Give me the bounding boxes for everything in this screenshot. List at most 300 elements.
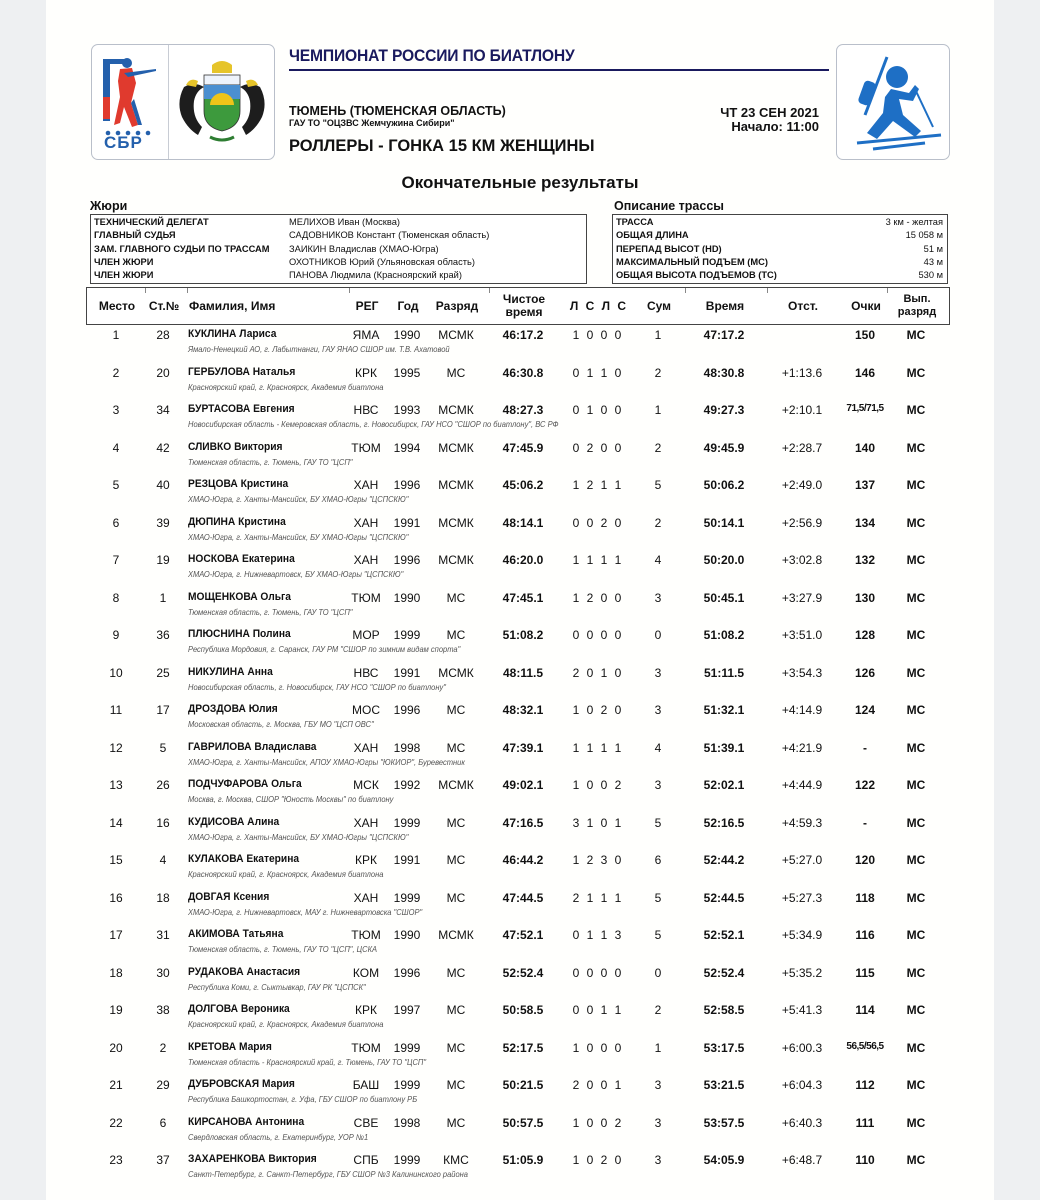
col-header-net-line2: время [505,305,543,319]
cell-year: 1990 [393,590,421,605]
jury-role: ТЕХНИЧЕСКИЙ ДЕЛЕГАТ [94,217,209,227]
cell-achieved-rank: МС [906,703,926,717]
cell-points: 140 [854,440,876,455]
cell-sum: 3 [654,1115,662,1130]
cell-club: ХМАО-Югра, г. Ханты-Мансийск, БУ ХМАО-Югры "ЦСПСКЮ" [188,532,409,542]
cell-net-time: 47:52.1 [502,928,544,942]
col-header-bib: Ст.№ [148,298,180,313]
cell-region: КОМ [352,965,380,980]
cell-name: КРЕТОВА Мария [188,1040,272,1053]
cell-net-time: 48:32.1 [502,703,544,717]
cell-sum: 2 [654,365,662,380]
jury-table [90,214,587,284]
jury-person: ОХОТНИКОВ Юрий (Ульяновская область) [289,256,475,267]
cell-bib: 29 [156,1078,170,1092]
cell-bib: 4 [159,853,167,867]
cell-net-time: 47:45.1 [502,590,544,605]
cell-club: Новосибирская область, г. Новосибирск, ГАУ НСО "СШОР по биатлону" [188,682,446,692]
cell-name: РЕЗЦОВА Кристина [188,478,289,490]
cell-net-time: 51:05.9 [502,1153,544,1167]
cell-year: 1990 [393,328,421,342]
cell-name: ДУБРОВСКАЯ Мария [188,1078,295,1090]
track-value: 43 м [923,256,943,267]
cell-name: НИКУЛИНА Анна [188,665,273,678]
cell-net-time: 47:39.1 [502,740,544,755]
cell-rank: МС [446,703,466,717]
cell-sum: 6 [654,853,662,867]
cell-shooting: 1 0 0 2 [572,1115,624,1130]
cell-region: ТЮМ [351,590,381,605]
cell-place: 14 [109,815,123,830]
track-label: ПЕРЕПАД ВЫСОТ (HD) [616,243,722,254]
cell-gap: +3:54.3 [781,665,823,680]
track-value: 530 м [918,270,943,281]
cell-gap: +5:41.3 [781,1003,823,1017]
cell-year: 1991 [393,515,421,530]
cell-club: Республика Башкортостан, г. Уфа, ГБУ СШОР по биатлону РБ [188,1095,418,1104]
cell-gap: +3:51.0 [781,628,823,642]
cell-bib: 1 [159,590,167,605]
cell-points: 128 [854,628,876,642]
cell-place: 22 [109,1115,123,1130]
cell-sum: 2 [654,515,662,530]
cell-gap: +1:13.6 [781,365,823,380]
cell-sum: 4 [654,553,662,567]
cell-sum: 4 [654,740,662,755]
cell-points: 71,5/71,5 [846,403,884,414]
cell-year: 1995 [393,365,421,380]
cell-bib: 40 [156,478,170,492]
cell-year: 1996 [393,965,421,980]
cell-club: Красноярский край, г. Красноярск, Академия биатлона [188,870,384,879]
table-row [86,1038,950,1076]
jury-row [94,229,582,242]
cell-net-time: 45:06.2 [502,478,544,492]
cell-net-time: 49:02.1 [502,778,544,792]
cell-time: 51:11.5 [703,665,745,680]
cell-rank: МС [446,890,466,905]
cell-name: ЗАХАРЕНКОВА Виктория [188,1153,317,1165]
cell-shooting: 0 0 0 0 [572,965,624,980]
cell-year: 1998 [393,740,421,755]
table-row [86,625,950,663]
cell-gap: +2:49.0 [781,478,823,492]
cell-region: СПБ [353,1153,379,1167]
cell-time: 48:30.8 [703,365,745,380]
table-row [86,475,950,513]
cell-year: 1999 [393,1153,421,1167]
cell-year: 1992 [393,778,421,792]
cell-sum: 1 [654,403,662,417]
cell-shooting: 0 1 1 0 [572,365,624,380]
cell-net-time: 48:11.5 [502,665,544,680]
table-row [86,850,950,888]
results-table-body [86,325,950,1188]
cell-place: 16 [109,890,123,905]
cell-gap: +6:48.7 [781,1153,823,1167]
cell-gap: +3:02.8 [781,553,823,567]
cell-shooting: 1 0 2 0 [572,703,624,717]
cell-bib: 18 [156,890,170,905]
col-header-place: Место [98,298,136,313]
cell-rank: МСМК [438,403,474,417]
cell-shooting: 1 2 3 0 [572,853,624,867]
cell-time: 50:20.0 [703,553,745,567]
cell-sum: 3 [654,665,662,680]
track-label: ТРАССА [616,217,654,227]
event-city: ТЮМЕНЬ (ТЮМЕНСКАЯ ОБЛАСТЬ) [289,104,506,118]
cell-sum: 1 [654,1040,662,1055]
cell-rank: МС [446,740,466,755]
jury-row [94,216,582,229]
cell-achieved-rank: МС [906,890,926,905]
cell-place: 4 [112,440,120,455]
cell-region: КРК [355,365,377,380]
cell-bib: 28 [156,328,170,342]
cell-time: 50:06.2 [703,478,745,492]
cell-points: 146 [854,365,876,380]
cell-place: 6 [112,515,120,530]
jury-role: ЧЛЕН ЖЮРИ [94,256,154,267]
cell-points: 134 [854,515,876,530]
cell-achieved-rank: МС [906,1115,926,1130]
cell-gap: +2:56.9 [781,515,823,530]
cell-place: 23 [109,1153,123,1167]
cell-place: 7 [112,553,120,567]
cell-achieved-rank: МС [906,328,926,342]
cell-place: 20 [109,1040,123,1055]
cell-region: СВЕ [353,1115,379,1130]
cell-achieved-rank: МС [906,1003,926,1017]
cell-net-time: 52:52.4 [502,965,544,980]
cell-achieved-rank: МС [906,965,926,980]
cell-club: Свердловская область, г. Екатеринбург, УОР №1 [188,1132,369,1142]
federation-logos [91,44,275,160]
jury-role: ГЛАВНЫЙ СУДЬЯ [94,230,176,241]
cell-sum: 5 [654,815,662,830]
cell-gap: +4:21.9 [781,740,823,755]
cell-club: ХМАО-Югра, г. Ханты-Мансийск, АПОУ ХМАО-Югры "ЮКИОР", Буревестник [188,757,465,767]
tyumen-coat-of-arms-icon [174,57,270,147]
cell-points: 118 [855,890,875,905]
cell-shooting: 1 0 0 0 [572,1040,624,1055]
cell-region: ХАН [353,553,379,567]
championship-title: ЧЕМПИОНАТ РОССИИ ПО БИАТЛОНУ [289,46,575,65]
cell-shooting: 3 1 0 1 [572,815,624,830]
cell-place: 15 [109,853,123,867]
cell-sum: 0 [654,628,662,642]
cell-name: КУЛАКОВА Екатерина [188,853,300,865]
cell-points: 124 [854,703,876,717]
cell-club: ХМАО-Югра, г. Ханты-Мансийск, БУ ХМАО-Югры "ЦСПСКЮ" [188,495,409,504]
col-header-year: Год [397,298,419,313]
cell-club: Москва, г. Москва, СШОР "Юность Москвы" по биатлону [188,795,394,804]
cell-gap: +4:44.9 [781,778,823,792]
cell-time: 52:16.5 [703,815,745,830]
cell-bib: 2 [159,1040,167,1055]
cell-time: 51:39.1 [703,740,745,755]
cell-region: КРК [355,1003,377,1017]
cell-points: 122 [854,778,876,792]
biathlete-skier-icon [837,45,949,159]
cell-club: ХМАО-Югра, г. Ханты-Мансийск, БУ ХМАО-Югры "ЦСПСКЮ" [188,832,409,842]
cell-rank: МС [446,853,466,867]
cell-points: - [863,740,867,755]
cell-points: 126 [854,665,876,680]
table-row [86,550,950,588]
cell-rank: МС [446,590,466,605]
cell-bib: 34 [156,403,170,417]
col-header-rank: Разряд [435,298,479,313]
cell-gap: +3:27.9 [781,590,823,605]
cell-gap: +5:27.3 [781,890,823,905]
event-date: ЧТ 23 СЕН 2021 [720,105,819,120]
cell-year: 1996 [393,703,421,717]
col-header-time: Время [705,298,745,313]
cell-bib: 6 [159,1115,167,1130]
cell-region: ХАН [353,890,379,905]
cell-time: 51:08.2 [703,628,745,642]
col-header-region: РЕГ [355,298,379,313]
cell-region: МСК [353,778,379,792]
jury-heading: Жюри [90,199,128,213]
cell-shooting: 0 0 1 1 [572,1003,624,1017]
cell-time: 54:05.9 [703,1153,745,1167]
cell-place: 18 [109,965,123,980]
cell-points: 116 [855,928,875,942]
event-venue: ГАУ ТО "ОЦЗВС Жемчужина Сибири" [289,118,455,128]
cell-name: КУДИСОВА Алина [188,815,280,828]
cell-time: 53:57.5 [703,1115,745,1130]
cell-sum: 5 [654,478,662,492]
cell-year: 1998 [393,1115,421,1130]
cell-year: 1999 [393,815,421,830]
track-row [616,256,943,269]
cell-time: 50:45.1 [703,590,745,605]
cell-points: - [863,815,867,830]
table-row [86,1113,950,1151]
cell-sum: 1 [654,328,662,342]
track-label: МАКСИМАЛЬНЫЙ ПОДЪЕМ (МС) [616,256,768,267]
cell-time: 47:17.2 [703,328,745,342]
cell-region: ХАН [353,815,379,830]
cell-bib: 42 [156,440,170,455]
jury-row [94,243,582,256]
cell-name: АКИМОВА Татьяна [188,928,284,940]
jury-person: ЗАИКИН Владислав (ХМАО-Югра) [289,243,439,254]
cell-rank: МС [446,1003,466,1017]
cell-points: 120 [854,853,876,867]
col-header-sum: Сум [646,298,672,313]
cell-sum: 5 [654,890,662,905]
cell-achieved-rank: МС [906,665,926,680]
cell-gap: +5:35.2 [781,965,823,980]
cell-achieved-rank: МС [906,815,926,830]
cell-region: НВС [353,403,379,417]
cell-net-time: 50:57.5 [502,1115,544,1130]
cell-region: ХАН [353,478,379,492]
cell-shooting: 0 0 0 0 [572,628,624,642]
cell-club: Санкт-Петербург, г. Санкт-Петербург, ГБУ СШОР №3 Калининского района [188,1170,469,1179]
cell-rank: МС [446,1078,466,1092]
cell-rank: МС [446,365,466,380]
jury-person: ПАНОВА Людмила (Красноярский край) [289,270,462,281]
cell-net-time: 47:16.5 [502,815,544,830]
cell-place: 2 [112,365,120,380]
col-header-gap: Отст. [788,298,818,313]
cell-name: СЛИВКО Виктория [188,440,283,453]
cell-shooting: 1 0 0 0 [572,328,624,342]
jury-role: ЗАМ. ГЛАВНОГО СУДЬИ ПО ТРАССАМ [94,243,270,254]
cell-achieved-rank: МС [906,478,926,492]
cell-year: 1994 [393,440,421,455]
cell-shooting: 1 1 1 1 [572,740,624,755]
cell-rank: КМС [443,1153,469,1167]
header-tick [187,288,188,293]
cell-bib: 5 [159,740,167,755]
cell-sum: 3 [654,703,662,717]
table-row [86,963,950,1001]
cell-net-time: 50:21.5 [502,1078,544,1092]
table-row [86,775,950,813]
cell-achieved-rank: МС [906,590,926,605]
table-row [86,663,950,701]
cell-achieved-rank: МС [906,553,926,567]
cell-place: 1 [112,328,120,342]
table-row [86,700,950,738]
cell-name: ДЮПИНА Кристина [188,515,286,528]
cell-year: 1991 [393,853,421,867]
cell-sum: 3 [654,1078,662,1092]
cell-rank: МСМК [438,440,474,455]
cell-net-time: 46:17.2 [502,328,544,342]
table-row [86,888,950,926]
cell-bib: 19 [156,553,170,567]
table-row [86,363,950,401]
track-label: ОБЩАЯ ДЛИНА [616,230,689,241]
cell-gap: +6:40.3 [781,1115,823,1130]
col-header-done-line1: Вып. [903,293,931,305]
cell-region: МОР [352,628,380,642]
table-row [86,400,950,438]
track-label: ОБЩАЯ ВЫСОТА ПОДЪЕМОВ (ТС) [616,270,777,281]
cell-rank: МСМК [438,478,474,492]
cell-achieved-rank: МС [906,515,926,530]
cell-club: Тюменская область - Красноярский край, г. Тюмень, ГАУ ТО "ЦСП" [188,1057,427,1067]
cell-club: Республика Мордовия, г. Саранск, ГАУ РМ "СШОР по зимним видам спорта" [188,645,461,654]
cell-net-time: 46:44.2 [502,853,544,867]
jury-person: САДОВНИКОВ Констант (Тюменская область) [289,230,490,241]
table-row [86,1000,950,1038]
cell-place: 10 [109,665,123,680]
cell-shooting: 0 0 2 0 [572,515,624,530]
cell-time: 52:52.4 [703,965,745,980]
cell-points: 110 [855,1153,875,1167]
cell-name: БУРТАСОВА Евгения [188,403,295,415]
jury-row [94,269,582,282]
cell-points: 132 [854,553,876,567]
col-header-net-time [489,288,559,324]
cell-net-time: 47:44.5 [502,890,544,905]
cell-shooting: 2 0 0 1 [572,1078,624,1092]
cell-gap: +5:34.9 [781,928,823,942]
cell-sum: 0 [654,965,662,980]
cell-bib: 25 [156,665,170,680]
cell-net-time: 51:08.2 [502,628,544,642]
cell-name: КУКЛИНА Лариса [188,328,277,340]
cell-bib: 39 [156,515,170,530]
cell-shooting: 0 1 1 3 [572,928,624,942]
cell-bib: 16 [156,815,170,830]
cell-shooting: 0 2 0 0 [572,440,624,455]
biathlon-pictogram [836,44,950,160]
cell-points: 56,5/56,5 [846,1040,884,1052]
cell-club: Новосибирская область - Кемеровская область, г. Новосибирск, ГАУ НСО "СШОР по биатлону", ВС РФ [188,420,559,429]
table-row [86,813,950,851]
cell-achieved-rank: МС [906,1153,926,1167]
cell-sum: 3 [654,1153,662,1167]
cell-achieved-rank: МС [906,403,926,417]
cell-time: 50:14.1 [703,515,745,530]
cell-place: 19 [109,1003,123,1017]
cell-place: 12 [109,740,123,755]
cell-net-time: 48:27.3 [502,403,544,417]
cell-bib: 37 [156,1153,170,1167]
cell-points: 150 [854,328,876,342]
cell-club: Московская область, г. Москва, ГБУ МО "ЦСП ОВС" [188,720,374,729]
table-row [86,1075,950,1113]
table-row [86,325,950,363]
cell-region: МОС [352,703,380,717]
cell-year: 1996 [393,478,421,492]
cell-club: Тюменская область, г. Тюмень, ГАУ ТО "ЦСП", ЦСКА [188,945,378,954]
track-table [612,214,948,284]
cell-achieved-rank: МС [906,778,926,792]
cell-year: 1999 [393,628,421,642]
cell-club: Тюменская область, г. Тюмень, ГАУ ТО "ЦСП" [188,607,353,617]
cell-net-time: 52:17.5 [502,1040,544,1055]
cell-time: 49:27.3 [703,403,745,417]
cell-club: Тюменская область, г. Тюмень, ГАУ ТО "ЦСП" [188,457,353,467]
track-row [616,216,943,229]
cell-place: 8 [112,590,120,605]
cell-place: 5 [112,478,120,492]
cell-rank: МСМК [438,328,474,342]
cell-year: 1991 [393,665,421,680]
cell-bib: 17 [156,703,170,717]
cell-rank: МСМК [438,553,474,567]
col-header-points: Очки [851,298,881,313]
cell-sum: 5 [654,928,662,942]
track-value: 15 058 м [905,230,943,241]
track-row [616,229,943,242]
cell-shooting: 2 1 1 1 [572,890,624,905]
cell-time: 52:44.2 [703,853,745,867]
jury-row [94,256,582,269]
cell-name: РУДАКОВА Анастасия [188,965,301,978]
cell-achieved-rank: МС [906,1078,926,1092]
cell-rank: МС [446,1115,466,1130]
track-value: 51 м [923,243,943,254]
cell-achieved-rank: МС [906,853,926,867]
cell-club: Ямало-Ненецкий АО, г. Лабытнанги, ГАУ ЯНАО СШОР им. Т.В. Ахатовой [188,345,450,354]
cell-region: ХАН [353,740,379,755]
cell-achieved-rank: МС [906,628,926,642]
cell-name: ДОЛГОВА Вероника [188,1003,290,1015]
cell-rank: МС [446,815,466,830]
cell-achieved-rank: МС [906,365,926,380]
cell-time: 52:02.1 [703,778,745,792]
